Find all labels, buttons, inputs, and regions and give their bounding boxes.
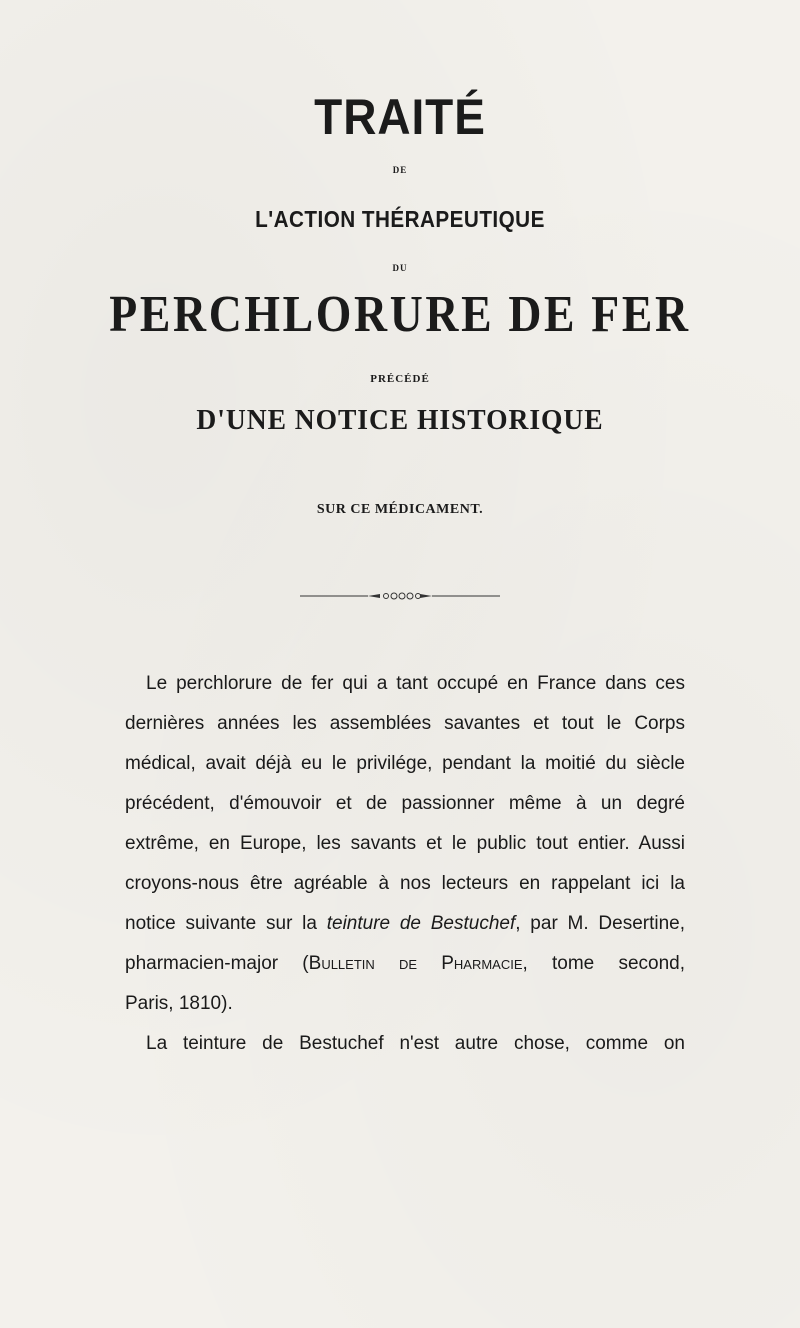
paragraph-1 xyxy=(125,664,685,1024)
title-main: TRAITÉ xyxy=(314,89,486,145)
paragraph-line: dernières années les assemblées savantes et tout le Corps xyxy=(125,713,685,734)
italic-title-run: teinture de Bestuchef xyxy=(326,913,516,934)
paragraph-line: médical, avait déjà eu le privilége, pendant la moitié du siècle xyxy=(125,753,685,774)
paragraph-line: précédent, d'émouvoir et de passionner même à un degré xyxy=(125,793,685,814)
title-connector-du: DU xyxy=(392,263,408,273)
title-connector-de: DE xyxy=(392,165,408,175)
ornament-divider xyxy=(300,592,500,600)
paragraph-line: La teinture de Bestuchef n'est autre chose, comme on xyxy=(146,1033,685,1054)
text-run: pharmacien-major ( xyxy=(125,953,309,974)
paragraph-line: Le perchlorure de fer qui a tant occupé en France dans ces xyxy=(146,673,685,694)
paragraph-line: extrême, en Europe, les savants et le public tout entier. Aussi xyxy=(125,833,685,854)
text-run: notice suivante sur la xyxy=(125,913,327,934)
title-connector-precede: PRÉCÉDÉ xyxy=(370,373,430,385)
paragraph-line xyxy=(125,944,685,984)
text-run: , par M. Desertine, xyxy=(515,913,686,934)
title-sur: SUR CE MÉDICAMENT. xyxy=(316,502,484,517)
paragraph-line: croyons-nous être agréable à nos lecteurs en rappelant ici la xyxy=(125,873,685,894)
text-run: , tome second, xyxy=(522,953,685,974)
small-caps-run: Bulletin de Pharmacie xyxy=(308,953,523,974)
title-subject: PERCHLORURE DE FER xyxy=(109,286,691,343)
paragraph-line xyxy=(125,904,685,944)
paragraph-line: Paris, 1810). xyxy=(125,993,233,1014)
title-notice: D'UNE NOTICE HISTORIQUE xyxy=(196,404,604,436)
title-subtitle: L'ACTION THÉRAPEUTIQUE xyxy=(255,206,545,232)
paragraph-2 xyxy=(125,1024,685,1064)
